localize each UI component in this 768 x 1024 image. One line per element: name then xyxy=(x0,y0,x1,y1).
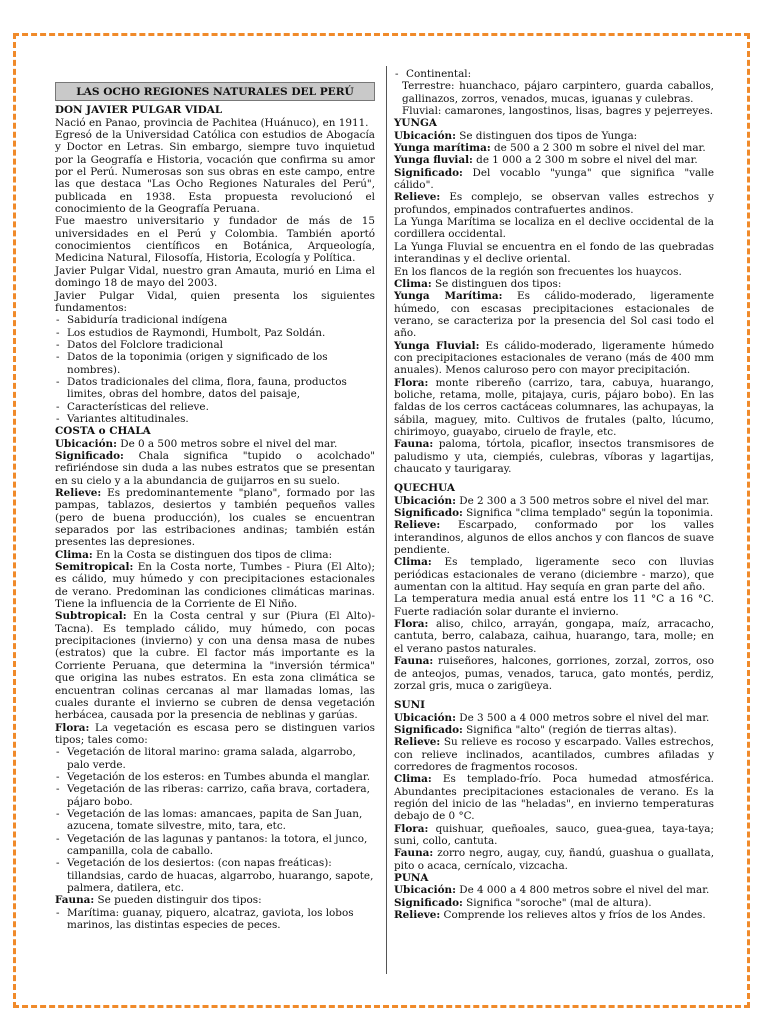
yunga-ubicacion xyxy=(394,130,714,142)
field-label: Ubicación: xyxy=(55,437,117,450)
yunga-maritima xyxy=(394,142,714,154)
field-text: Es cálido-moderado, ligeramente húmedo, con escasas precipitaciones estacionales de verano, se caracteriza por la presencia del Sol casi todo el año. xyxy=(394,290,714,340)
list-item: - Vegetación de las lagunas y pantanos: la totora, el junco, campanilla, cola de caballo. xyxy=(55,833,375,858)
suni-ubicacion xyxy=(394,712,714,724)
fauna-fluvial: Fluvial: camarones, langostinos, lisas, bagres y pejerreyes. xyxy=(402,105,714,118)
quechua-flora xyxy=(394,618,714,655)
bio-paragraph: Javier Pulgar Vidal, quien presenta los siguientes fundamentos: xyxy=(55,289,375,314)
yunga-paragraph: En los flancos de la región son frecuentes los huaycos. xyxy=(394,265,682,278)
bio-paragraph: Fue maestro universitario y fundador de más de 15 universidades en el Perú y Colombia. También aportó conocimientos científicos en Botánica, Arqueología, Medicina Natural, Filosofía, Historia, Ecología y Política. xyxy=(55,215,375,265)
field-text: de 500 a 2 300 m sobre el nivel del mar. xyxy=(490,142,706,155)
list-item: - Datos tradicionales del clima, flora, fauna, productos limites, obras del hombre, datos del paisaje, xyxy=(55,376,375,401)
field-text: paloma, tórtola, picaflor, insectos transmisores de paludismo y uta, ciempiés, culebras, víboras y lagartijas, chaucato y taurigaray. xyxy=(394,438,714,475)
field-text: Su relieve es rocoso y escarpado. Valles estrechos, con relieve inclinados, acantilados, cumbres afiladas y corredores de fragmentos rocosos. xyxy=(394,736,714,773)
quechua-ubicacion xyxy=(394,495,714,507)
field-text: zorro negro, augay, cuy, ñandú, guashua o guallata, pito o acaca, cernícalo, vizcacha. xyxy=(394,847,714,872)
field-text: Es templado, ligeramente seco con lluvias periódicas estacionales de verano (diciembre - marzo), que aumentan con la altitud. Hay sequía en gran parte del año. xyxy=(394,556,714,594)
field-text: En la Costa central y sur (Piura (El Alto)- Tacna). Es templado cálido, muy húmedo, con pocas precipitaciones (invierno) y con una densa masa de nubes (estratos) que la cubre. El factor más importante es la Corriente Peruana, que determina la "inversión térmica" que origina las nubes estratos. En esta zona climática se encuentran colinas cercanas al mar llamadas lomas, las cuales durante el invierno se cubren de densa vegetación herbácea, causada por la presencia de neblinas y garúas. xyxy=(55,610,375,722)
field-text: En la Costa norte, Tumbes - Piura (El Alto); es cálido, muy húmedo y con precipitaciones estacionales de verano. Predominan las condiciones climáticas marinas. Tiene la influencia de la Corriente de El Niño. xyxy=(55,561,375,611)
field-text: Es templado-frío. Poca humedad atmosférica. Abundantes precipitaciones estacionales de verano. Es la región del inicio de las "heladas", en invierno temperaturas debajo de 0 °C. xyxy=(394,773,714,823)
field-label: Relieve: xyxy=(394,519,441,532)
field-label: Clima: xyxy=(55,548,93,561)
puna-ubicacion xyxy=(394,884,714,896)
yunga-clima-maritima xyxy=(394,290,714,339)
costa-ubicacion xyxy=(55,438,375,450)
field-label: Relieve: xyxy=(55,487,102,499)
yunga-heading: YUNGA xyxy=(394,117,437,130)
quechua-clima xyxy=(394,556,714,593)
list-item: - Vegetación de las lomas: amancaes, papita de San Juan, azucena, tomate silvestre, mito, tara, etc. xyxy=(55,808,375,833)
right-column xyxy=(394,68,714,921)
field-label: Subtropical: xyxy=(55,610,127,623)
field-label: Significado: xyxy=(55,449,124,462)
field-text: Es complejo, se observan valles estrechos y profundos, empinados contrafuertes andinos. xyxy=(394,191,714,216)
left-column xyxy=(55,82,375,931)
field-label: Significado: xyxy=(394,507,463,520)
costa-clima xyxy=(55,549,375,561)
field-text: Es predominantemente "plano", formado por las pampas, tablazos, desiertos y también pequeños valles (pero de buena producción), los cuales se encuentran separados por las estribaciones andinas; también están presentes las depresiones. xyxy=(55,487,375,549)
field-text: quishuar, queñoales, sauco, guea-guea, taya-taya; suni, collo, cantuta. xyxy=(394,822,714,847)
field-text: Significa "alto" (región de tierras altas). xyxy=(462,723,677,736)
field-label: Flora: xyxy=(394,618,429,631)
puna-significado xyxy=(394,897,714,909)
list-item: - Vegetación de litoral marino: grama salada, algarrobo, palo verde. xyxy=(55,746,375,771)
field-label: Clima: xyxy=(394,556,432,569)
field-label: Ubicación: xyxy=(394,884,456,897)
yunga-significado xyxy=(394,167,714,192)
field-text: Escarpado, conformado por los valles interandinos, algunos de ellos anchos y con flancos de suave pendiente. xyxy=(394,519,714,557)
field-label: Yunga Marítima: xyxy=(394,290,503,303)
author-heading: DON JAVIER PULGAR VIDAL xyxy=(55,104,223,117)
list-item: - Datos del Folclore tradicional xyxy=(55,339,375,351)
list-item: - Los estudios de Raymondi, Humbolt, Paz Soldán. xyxy=(55,327,375,339)
field-label: Yunga marítima: xyxy=(394,142,491,155)
costa-flora-list xyxy=(55,746,375,894)
bio-paragraph: Nació en Panao, provincia de Pachitea (Huánuco), en 1911. xyxy=(55,116,369,129)
field-label: Fauna: xyxy=(55,894,95,907)
page-title: LAS OCHO REGIONES NATURALES DEL PERÚ xyxy=(55,82,375,101)
quechua-relieve xyxy=(394,519,714,556)
field-label: Fauna: xyxy=(394,655,434,668)
costa-heading: COSTA o CHALA xyxy=(55,425,151,438)
list-item: - Sabiduría tradicional indígena xyxy=(55,314,375,326)
field-text: Es cálido-moderado, ligeramente húmedo con precipitaciones estacionales de verano (más de 400 mm anuales). Menos caluroso pero con mayor precipitación. xyxy=(394,339,714,377)
puna-relieve xyxy=(394,909,714,921)
field-label: Significado: xyxy=(394,723,463,736)
field-label: Relieve: xyxy=(394,191,441,204)
list-item: - Vegetación de los desiertos: (con napas freáticas): tillandsias, cardo de huacas, algarrobo, huarango, sapote, palmera, datilera, etc. xyxy=(55,857,375,894)
field-text: Significa "clima templado" según la toponimia. xyxy=(462,507,714,520)
section-gap xyxy=(394,475,714,482)
costa-flora xyxy=(55,722,375,747)
costa-fauna xyxy=(55,894,375,906)
costa-fauna-list xyxy=(55,907,375,932)
field-text: De 4 000 a 4 800 metros sobre el nivel del mar. xyxy=(455,884,710,897)
yunga-clima-fluvial xyxy=(394,340,714,377)
yunga-paragraph: La Yunga Fluvial se encuentra en el fondo de las quebradas interandinas y el declive oriental. xyxy=(394,240,714,266)
list-item: - Marítima: guanay, piquero, alcatraz, gaviota, los lobos marinos, las distintas especies de peces. xyxy=(55,907,375,932)
fundamentos-list xyxy=(55,314,375,425)
field-label: Flora: xyxy=(394,822,429,835)
field-text: Chala significa "tupido o acolchado" refiriéndose sin duda a las nubes estratos que se presentan en su cielo y a la abundancia de guijarros en su suelo. xyxy=(55,449,375,487)
list-item: - Características del relieve. xyxy=(55,401,375,413)
field-text: Se pueden distinguir dos tipos: xyxy=(94,894,262,907)
field-text: Comprende los relieves altos y fríos de los Andes. xyxy=(440,909,706,922)
suni-relieve xyxy=(394,736,714,773)
yunga-fluvial xyxy=(394,154,714,166)
yunga-clima xyxy=(394,278,714,290)
field-text: De 2 300 a 3 500 metros sobre el nivel del mar. xyxy=(455,494,710,507)
field-text: De 0 a 500 metros sobre el nivel del mar. xyxy=(116,437,338,450)
field-label: Yunga fluvial: xyxy=(394,154,473,167)
field-text: Se distinguen dos tipos de Yunga: xyxy=(455,129,638,142)
field-text: monte ribereño (carrizo, tara, cabuya, huarango, boliche, retama, molle, pitajaya, curis, pájaro bobo). En las faldas de los cerros cactáceas columnares, las achupayas, la sábila, maguey, mito. Cultivos de frutales (palto, lúcumo, chirimoyo, guayabo, ciruelo de frayle, etc. xyxy=(394,376,714,438)
quechua-fauna xyxy=(394,655,714,692)
field-label: Flora: xyxy=(55,721,90,734)
field-label: Clima: xyxy=(394,277,432,290)
field-label: Relieve: xyxy=(394,736,441,749)
field-text: Se distinguen dos tipos: xyxy=(431,277,562,290)
field-label: Relieve: xyxy=(394,909,441,922)
field-text: La vegetación es escasa pero se distinguen varios tipos; tales como: xyxy=(55,721,375,746)
field-text: de 1 000 a 2 300 m sobre el nivel del mar. xyxy=(472,154,698,167)
field-text: De 3 500 a 4 000 metros sobre el nivel del mar. xyxy=(455,711,710,724)
puna-heading: PUNA xyxy=(394,872,429,884)
quechua-heading: QUECHUA xyxy=(394,482,455,495)
field-label: Significado: xyxy=(394,896,463,909)
yunga-fauna xyxy=(394,438,714,475)
list-item: - Vegetación de los esteros: en Tumbes abunda el manglar. xyxy=(55,771,375,783)
quechua-temperatura: La temperatura media anual está entre los 11 °C a 16 °C. Fuerte radiación solar durante el invierno. xyxy=(394,593,714,618)
quechua-significado xyxy=(394,507,714,519)
suni-fauna xyxy=(394,847,714,872)
list-item: - Datos de la toponimia (origen y significado de los nombres). xyxy=(55,351,375,376)
costa-subtropical xyxy=(55,610,375,721)
field-label: Fauna: xyxy=(394,438,434,451)
field-label: Ubicación: xyxy=(394,711,456,724)
field-label: Ubicación: xyxy=(394,494,456,507)
field-text: Del vocablo "yunga" que significa "valle cálido". xyxy=(394,166,714,192)
field-label: Flora: xyxy=(394,376,429,389)
field-label: Fauna: xyxy=(394,847,434,860)
list-item: - Variantes altitudinales. xyxy=(55,413,375,425)
suni-heading: SUNI xyxy=(394,699,425,712)
field-label: Ubicación: xyxy=(394,129,456,142)
list-item: - Continental: xyxy=(394,68,714,80)
field-text: ruiseñores, halcones, gorriones, zorzal, zorros, oso de anteojos, pumas, venados, taruca, gato montés, perdiz, zorzal gris, muca o zarigüeya. xyxy=(394,655,714,692)
field-label: Semitropical: xyxy=(55,561,134,574)
bio-paragraph: Javier Pulgar Vidal, nuestro gran Amauta, murió en Lima el domingo 18 de mayo del 2003. xyxy=(55,264,375,290)
suni-flora xyxy=(394,823,714,848)
continental-list xyxy=(394,68,714,80)
yunga-paragraph: La Yunga Marítima se localiza en el declive occidental de la cordillera occidental. xyxy=(394,216,714,241)
costa-relieve xyxy=(55,487,375,549)
field-label: Clima: xyxy=(394,773,432,786)
field-label: Significado: xyxy=(394,166,463,179)
yunga-flora xyxy=(394,377,714,439)
bio-paragraph: Egresó de la Universidad Católica con estudios de Abogacía y Doctor en Letras. Sin embargo, siempre tuvo inquietud por la Geografía e Historia, vocación que confirma su amor por el Perú. Numerosas son sus obras en este campo, entre las que destaca "Las Ocho Regiones Naturales del Perú", publicada en 1938. Esta propuesta revolucionó el conocimiento de la Geografía Peruana. xyxy=(55,129,375,216)
field-text: En la Costa se distinguen dos tipos de clima: xyxy=(92,548,333,561)
fauna-terrestre: Terrestre: huanchaco, pájaro carpintero, guarda caballos, gallinazos, zorros, venados, mucas, iguanas y culebras. xyxy=(402,80,714,105)
costa-significado xyxy=(55,450,375,487)
field-text: Significa "soroche" (mal de altura). xyxy=(462,896,652,909)
yunga-relieve xyxy=(394,191,714,216)
suni-significado xyxy=(394,724,714,736)
field-label: Yunga Fluvial: xyxy=(394,339,480,352)
suni-clima xyxy=(394,773,714,822)
field-text: aliso, chilco, arrayán, gongapa, maíz, arracacho, cantuta, berro, calabaza, caihua, huarango, tara, molle; en el verano pastos naturales. xyxy=(394,618,714,655)
list-item: - Vegetación de las riberas: carrizo, caña brava, cortadera, pájaro bobo. xyxy=(55,783,375,808)
section-gap xyxy=(394,692,714,699)
costa-semitropical xyxy=(55,561,375,610)
column-divider xyxy=(386,66,387,974)
